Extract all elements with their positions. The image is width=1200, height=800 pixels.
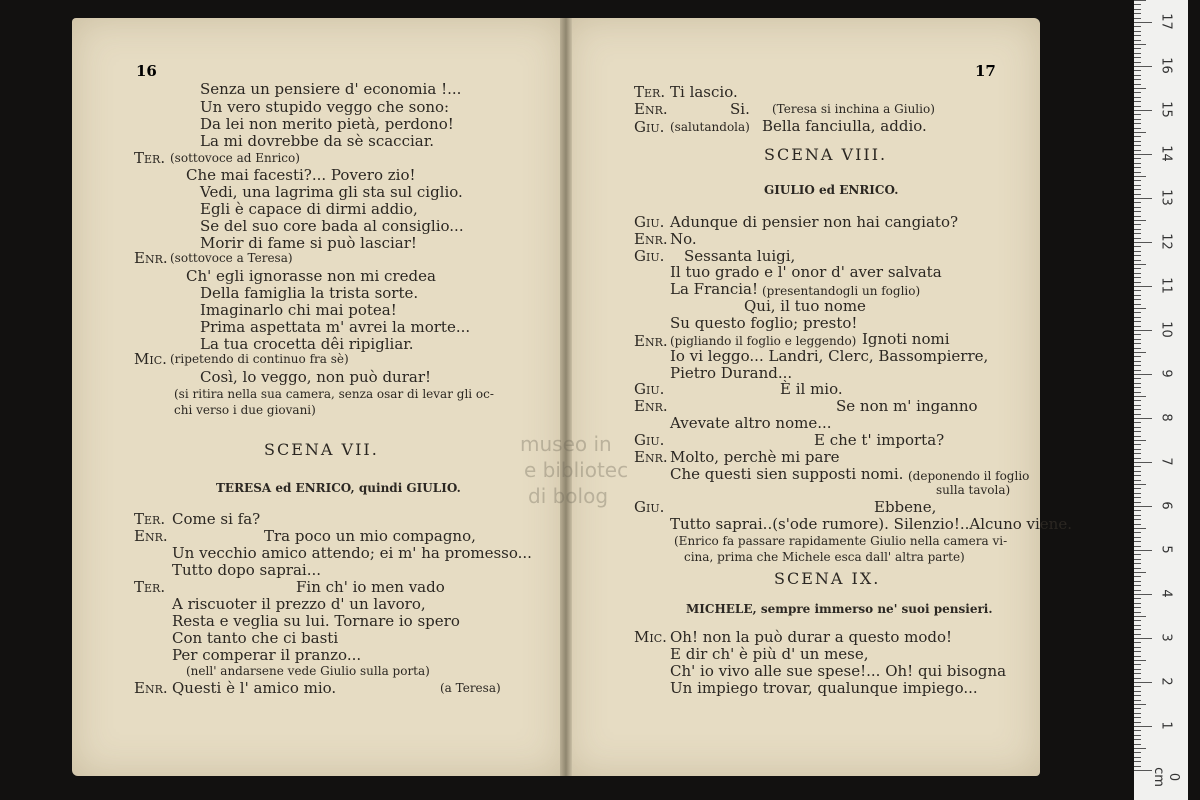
- text-line: Così, lo veggo, non può durar!: [200, 368, 432, 386]
- ruler-minor-tick: [1134, 634, 1141, 635]
- ruler-minor-tick: [1134, 273, 1141, 274]
- text-line: Ti lascio.: [670, 83, 738, 101]
- ruler-minor-tick: [1134, 172, 1141, 173]
- text-line: (deponendo il foglio: [908, 469, 1030, 483]
- ruler-minor-tick: [1134, 607, 1141, 608]
- ruler-minor-tick: [1134, 31, 1141, 32]
- ruler-minor-tick: [1134, 700, 1141, 701]
- text-line: Ch' io vivo alle sue spese!... Oh! qui bisogna: [670, 662, 1007, 680]
- ruler-minor-tick: [1134, 669, 1141, 670]
- text-line: Si.: [730, 100, 750, 118]
- text-line: Tra poco un mio compagno,: [264, 527, 476, 545]
- text-line: Vedi, una lagrima gli sta sul ciglio.: [200, 183, 463, 201]
- ruler-minor-tick: [1134, 35, 1141, 36]
- ruler-minor-tick: [1134, 229, 1141, 230]
- text-line: Morir di fame si può lasciar!: [200, 234, 417, 252]
- ruler-minor-tick: [1134, 304, 1141, 305]
- ruler-minor-tick: [1134, 268, 1141, 269]
- ruler-minor-tick: [1134, 167, 1141, 168]
- ruler-label: 1: [1158, 721, 1174, 730]
- ruler-minor-tick: [1134, 13, 1141, 14]
- text-line: Avevate altro nome...: [670, 414, 832, 432]
- ruler-minor-tick: [1134, 590, 1141, 591]
- ruler-minor-tick: [1134, 4, 1141, 5]
- ruler-minor-tick: [1134, 515, 1141, 516]
- text-line: Il tuo grado e l' onor d' aver salvata: [670, 263, 942, 281]
- ruler-minor-tick: [1134, 642, 1141, 643]
- text-line: sulla tavola): [936, 483, 1011, 497]
- ruler-minor-tick: [1134, 150, 1141, 151]
- text-line: (Teresa si inchina a Giulio): [772, 102, 935, 116]
- text-line: Se del suo core bada al consiglio...: [200, 217, 464, 235]
- ruler-minor-tick: [1134, 651, 1141, 652]
- ruler-minor-tick: [1134, 352, 1146, 353]
- ruler-minor-tick: [1134, 392, 1141, 393]
- ruler-minor-tick: [1134, 194, 1141, 195]
- ruler-tick: [1134, 242, 1152, 243]
- ruler-minor-tick: [1134, 158, 1141, 159]
- ruler-minor-tick: [1134, 414, 1141, 415]
- ruler-minor-tick: [1134, 277, 1141, 278]
- ruler-minor-tick: [1134, 62, 1141, 63]
- scene-heading-7: SCENA VII.: [264, 440, 379, 459]
- ruler-minor-tick: [1134, 528, 1146, 529]
- ruler-minor-tick: [1134, 114, 1141, 115]
- ruler-minor-tick: [1134, 180, 1141, 181]
- ruler-minor-tick: [1134, 532, 1141, 533]
- text-line: Pietro Durand...: [670, 364, 793, 382]
- speaker-label: Ter.: [134, 510, 166, 528]
- ruler-label: 11: [1158, 277, 1174, 294]
- ruler-minor-tick: [1134, 97, 1141, 98]
- speaker-label: Giu.: [634, 431, 665, 449]
- ruler-minor-tick: [1134, 79, 1141, 80]
- ruler-minor-tick: [1134, 26, 1141, 27]
- ruler-minor-tick: [1134, 766, 1141, 767]
- ruler-minor-tick: [1134, 647, 1141, 648]
- ruler-minor-tick: [1134, 119, 1141, 120]
- ruler-minor-tick: [1134, 202, 1141, 203]
- ruler-minor-tick: [1134, 106, 1141, 107]
- text-line: (Enrico fa passare rapidamente Giulio nella camera vi-: [674, 534, 1008, 548]
- text-line: (ripetendo di continuo fra sè): [170, 352, 349, 366]
- text-line: Da lei non merito pietà, perdono!: [200, 115, 454, 133]
- ruler-minor-tick: [1134, 132, 1146, 133]
- ruler-minor-tick: [1134, 691, 1141, 692]
- ruler-minor-tick: [1134, 57, 1141, 58]
- watermark-line-3: di bolog: [528, 484, 609, 508]
- ruler-minor-tick: [1134, 440, 1146, 441]
- ruler-minor-tick: [1134, 238, 1141, 239]
- ruler-minor-tick: [1134, 422, 1141, 423]
- text-line: (pigliando il foglio e leggendo): [670, 334, 857, 348]
- ruler-tick: [1134, 550, 1152, 551]
- ruler-minor-tick: [1134, 387, 1141, 388]
- ruler-minor-tick: [1134, 123, 1141, 124]
- text-line: Io vi leggo... Landri, Clerc, Bassompierre,: [670, 347, 989, 365]
- ruler-minor-tick: [1134, 510, 1141, 511]
- ruler-minor-tick: [1134, 625, 1141, 626]
- ruler-minor-tick: [1134, 53, 1141, 54]
- ruler-tick: [1134, 594, 1152, 595]
- ruler-minor-tick: [1134, 471, 1141, 472]
- ruler-tick: [1134, 770, 1152, 771]
- ruler-tick: [1134, 198, 1152, 199]
- ruler-minor-tick: [1134, 739, 1141, 740]
- scene-characters-7: TERESA ed ENRICO, quindi GIULIO.: [216, 481, 461, 495]
- speaker-label: Enr.: [634, 397, 668, 415]
- text-line: chi verso i due giovani): [174, 403, 316, 417]
- ruler-label: 12: [1158, 233, 1174, 250]
- ruler-minor-tick: [1134, 92, 1141, 93]
- ruler-minor-tick: [1134, 396, 1146, 397]
- ruler-minor-tick: [1134, 546, 1141, 547]
- speaker-label: Enr.: [134, 527, 168, 545]
- ruler-minor-tick: [1134, 752, 1141, 753]
- ruler-minor-tick: [1134, 207, 1141, 208]
- speaker-label: Enr.: [134, 249, 168, 267]
- ruler-minor-tick: [1134, 136, 1141, 137]
- ruler-minor-tick: [1134, 211, 1141, 212]
- ruler-tick: [1134, 66, 1152, 67]
- ruler-minor-tick: [1134, 444, 1141, 445]
- speaker-label: Giu.: [634, 118, 665, 136]
- ruler-minor-tick: [1134, 189, 1141, 190]
- text-line: A riscuoter il prezzo d' un lavoro,: [172, 595, 426, 613]
- text-line: Su questo foglio; presto!: [670, 314, 858, 332]
- ruler-minor-tick: [1134, 757, 1141, 758]
- ruler-minor-tick: [1134, 233, 1141, 234]
- ruler-minor-tick: [1134, 576, 1141, 577]
- ruler-minor-tick: [1134, 686, 1141, 687]
- ruler-minor-tick: [1134, 603, 1141, 604]
- ruler-minor-tick: [1134, 9, 1141, 10]
- ruler-label: 6: [1158, 501, 1174, 510]
- text-line: Tutto saprai..(s'ode rumore). Silenzio!..Alcuno viene.: [670, 515, 1072, 533]
- ruler-tick: [1134, 330, 1152, 331]
- scene-heading-8: SCENA VIII.: [764, 145, 888, 164]
- ruler-minor-tick: [1134, 519, 1141, 520]
- text-line: Egli è capace di dirmi addio,: [200, 200, 418, 218]
- text-line: Ch' egli ignorasse non mi credea: [186, 267, 436, 285]
- speaker-label: Giu.: [634, 247, 665, 265]
- ruler-minor-tick: [1134, 101, 1141, 102]
- ruler-minor-tick: [1134, 664, 1141, 665]
- ruler-minor-tick: [1134, 581, 1141, 582]
- ruler-minor-tick: [1134, 370, 1141, 371]
- ruler-label: 16: [1158, 57, 1174, 74]
- ruler-minor-tick: [1134, 620, 1141, 621]
- ruler-minor-tick: [1134, 224, 1141, 225]
- text-line: No.: [670, 230, 697, 248]
- ruler-minor-tick: [1134, 378, 1141, 379]
- text-line: Ignoti nomi: [862, 330, 950, 348]
- ruler-tick: [1134, 286, 1152, 287]
- text-line: Un vecchio amico attendo; ei m' ha promesso...: [172, 544, 532, 562]
- ruler-minor-tick: [1134, 44, 1146, 45]
- text-line: Fin ch' io men vado: [296, 578, 445, 596]
- ruler-minor-tick: [1134, 497, 1141, 498]
- ruler-tick: [1134, 374, 1152, 375]
- ruler-label: 0 cm: [1151, 767, 1181, 787]
- speaker-label: Giu.: [634, 213, 665, 231]
- text-line: cina, prima che Michele esca dall' altra parte): [684, 550, 965, 564]
- ruler-minor-tick: [1134, 761, 1141, 762]
- ruler-minor-tick: [1134, 383, 1141, 384]
- text-line: Adunque di pensier non hai cangiato?: [670, 213, 959, 231]
- text-line: La tua crocetta dêi ripigliar.: [200, 335, 414, 353]
- ruler-minor-tick: [1134, 585, 1141, 586]
- ruler-minor-tick: [1134, 559, 1141, 560]
- text-line: Tutto dopo saprai...: [172, 561, 322, 579]
- ruler-minor-tick: [1134, 713, 1141, 714]
- ruler-minor-tick: [1134, 708, 1141, 709]
- ruler-minor-tick: [1134, 466, 1141, 467]
- ruler-minor-tick: [1134, 735, 1141, 736]
- text-line: Che mai facesti?... Povero zio!: [186, 166, 416, 184]
- ruler-label: 17: [1158, 13, 1174, 30]
- ruler-minor-tick: [1134, 317, 1141, 318]
- ruler-minor-tick: [1134, 176, 1146, 177]
- stage-direction-a-teresa: (a Teresa): [440, 681, 501, 695]
- ruler-minor-tick: [1134, 260, 1141, 261]
- text-line: Imaginarlo chi mai potea!: [200, 301, 397, 319]
- ruler-minor-tick: [1134, 312, 1141, 313]
- ruler-minor-tick: [1134, 308, 1146, 309]
- ruler-minor-tick: [1134, 554, 1141, 555]
- speaker-label: Mic.: [634, 628, 667, 646]
- ruler-minor-tick: [1134, 18, 1141, 19]
- watermark-line-2: e bibliotec: [524, 458, 629, 482]
- ruler-tick: [1134, 110, 1152, 111]
- ruler-minor-tick: [1134, 128, 1141, 129]
- scene-characters-8: GIULIO ed ENRICO.: [764, 183, 899, 197]
- ruler-label: 2: [1158, 677, 1174, 686]
- text-line: Un impiego trovar, qualunque impiego...: [670, 679, 978, 697]
- ruler-minor-tick: [1134, 145, 1141, 146]
- ruler-minor-tick: [1134, 612, 1141, 613]
- ruler-label: 10: [1158, 321, 1174, 338]
- ruler-minor-tick: [1134, 48, 1141, 49]
- text-line: È il mio.: [780, 380, 843, 398]
- ruler-minor-tick: [1134, 220, 1146, 221]
- text-line: Oh! non la può durar a questo modo!: [670, 628, 953, 646]
- speaker-label: Giu.: [634, 380, 665, 398]
- speaker-label: Enr.: [134, 679, 168, 697]
- text-line: Senza un pensiere d' economia !...: [200, 80, 462, 98]
- ruler-minor-tick: [1134, 409, 1141, 410]
- ruler-tick: [1134, 682, 1152, 683]
- ruler-minor-tick: [1134, 493, 1141, 494]
- ruler-minor-tick: [1134, 730, 1141, 731]
- ruler-minor-tick: [1134, 563, 1141, 564]
- text-line: Con tanto che ci basti: [172, 629, 339, 647]
- ruler-minor-tick: [1134, 660, 1146, 661]
- ruler-minor-tick: [1134, 431, 1141, 432]
- text-line: E dir ch' è più d' un mese,: [670, 645, 869, 663]
- ruler-minor-tick: [1134, 629, 1141, 630]
- ruler-minor-tick: [1134, 365, 1141, 366]
- ruler-minor-tick: [1134, 598, 1141, 599]
- ruler-minor-tick: [1134, 524, 1141, 525]
- ruler-minor-tick: [1134, 616, 1146, 617]
- text-line: Se non m' inganno: [836, 397, 978, 415]
- ruler-minor-tick: [1134, 475, 1141, 476]
- ruler-minor-tick: [1134, 70, 1141, 71]
- text-line: Della famiglia la trista sorte.: [200, 284, 419, 302]
- speaker-label: Enr.: [634, 332, 668, 350]
- ruler-minor-tick: [1134, 449, 1141, 450]
- text-line: (sottovoce a Teresa): [170, 251, 293, 265]
- ruler-minor-tick: [1134, 568, 1141, 569]
- ruler-minor-tick: [1134, 458, 1141, 459]
- ruler-minor-tick: [1134, 246, 1141, 247]
- ruler-tick: [1134, 638, 1152, 639]
- ruler-minor-tick: [1134, 141, 1141, 142]
- ruler-minor-tick: [1134, 361, 1141, 362]
- ruler-minor-tick: [1134, 722, 1141, 723]
- ruler-minor-tick: [1134, 537, 1141, 538]
- ruler-minor-tick: [1134, 290, 1141, 291]
- text-line: (si ritira nella sua camera, senza osar di levar gli oc-: [174, 387, 494, 401]
- ruler-minor-tick: [1134, 673, 1141, 674]
- ruler-label: 3: [1158, 633, 1174, 642]
- speaker-label: Ter.: [634, 83, 666, 101]
- ruler-minor-tick: [1134, 744, 1141, 745]
- ruler-minor-tick: [1134, 343, 1141, 344]
- book-gutter: [560, 18, 572, 776]
- ruler-minor-tick: [1134, 436, 1141, 437]
- text-line: Un vero stupido veggo che sono:: [200, 98, 450, 116]
- ruler-label: 14: [1158, 145, 1174, 162]
- ruler-minor-tick: [1134, 348, 1141, 349]
- text-line: Per comperar il pranzo...: [172, 646, 362, 664]
- ruler-label: 8: [1158, 413, 1174, 422]
- ruler-tick: [1134, 22, 1152, 23]
- ruler-minor-tick: [1134, 356, 1141, 357]
- text-line: E che t' importa?: [814, 431, 945, 449]
- scene-characters-9: MICHELE, sempre immerso ne' suoi pensieri.: [686, 602, 993, 616]
- speaker-label: Enr.: [634, 448, 668, 466]
- ruler-minor-tick: [1134, 334, 1141, 335]
- ruler-minor-tick: [1134, 299, 1141, 300]
- ruler-minor-tick: [1134, 40, 1141, 41]
- ruler-minor-tick: [1134, 326, 1141, 327]
- text-line: Come si fa?: [172, 510, 261, 528]
- text-line: La Francia!: [670, 280, 759, 298]
- ruler-label: 7: [1158, 457, 1174, 466]
- ruler-minor-tick: [1134, 427, 1141, 428]
- speaker-label: Enr.: [634, 100, 668, 118]
- ruler-minor-tick: [1134, 163, 1141, 164]
- text-line: Qui, il tuo nome: [744, 297, 866, 315]
- ruler-minor-tick: [1134, 695, 1141, 696]
- ruler-minor-tick: [1134, 216, 1141, 217]
- text-line: (presentandogli un foglio): [762, 284, 921, 298]
- ruler-minor-tick: [1134, 748, 1146, 749]
- ruler-minor-tick: [1134, 572, 1146, 573]
- speaker-label: Mic.: [134, 350, 167, 368]
- ruler-label: 15: [1158, 101, 1174, 118]
- ruler-label: 4: [1158, 589, 1174, 598]
- ruler-minor-tick: [1134, 400, 1141, 401]
- measuring-ruler: [1134, 0, 1188, 800]
- ruler-tick: [1134, 726, 1152, 727]
- ruler-minor-tick: [1134, 84, 1141, 85]
- ruler-tick: [1134, 418, 1152, 419]
- text-line: (sottovoce ad Enrico): [170, 151, 300, 165]
- text-line: Resta e veglia su lui. Tornare io spero: [172, 612, 460, 630]
- text-line: Che questi sien supposti nomi.: [670, 465, 904, 483]
- ruler-minor-tick: [1134, 251, 1141, 252]
- text-line: Prima aspettata m' avrei la morte...: [200, 318, 471, 336]
- ruler-minor-tick: [1134, 255, 1141, 256]
- ruler-minor-tick: [1134, 321, 1141, 322]
- speaker-label: Giu.: [634, 498, 665, 516]
- ruler-minor-tick: [1134, 75, 1141, 76]
- ruler-minor-tick: [1134, 405, 1141, 406]
- ruler-minor-tick: [1134, 717, 1141, 718]
- ruler-minor-tick: [1134, 264, 1146, 265]
- speaker-label: Ter.: [134, 149, 166, 167]
- text-line: Molto, perchè mi pare: [670, 448, 840, 466]
- page-number-left: 16: [136, 62, 157, 80]
- text-line: Sessanta luigi,: [684, 247, 796, 265]
- ruler-minor-tick: [1134, 502, 1141, 503]
- ruler-tick: [1134, 154, 1152, 155]
- ruler-minor-tick: [1134, 656, 1141, 657]
- speaker-label: Ter.: [134, 578, 166, 596]
- ruler-minor-tick: [1134, 185, 1141, 186]
- ruler-minor-tick: [1134, 339, 1141, 340]
- text-line: Ebbene,: [874, 498, 937, 516]
- ruler-minor-tick: [1134, 453, 1141, 454]
- text-line: La mi dovrebbe da sè scacciar.: [200, 132, 434, 150]
- watermark-line-1: museo in: [520, 432, 612, 456]
- ruler-tick: [1134, 462, 1152, 463]
- ruler-label: 13: [1158, 189, 1174, 206]
- ruler-minor-tick: [1134, 488, 1141, 489]
- ruler-label: 5: [1158, 545, 1174, 554]
- ruler-label: 9: [1158, 369, 1174, 378]
- ruler-minor-tick: [1134, 541, 1141, 542]
- ruler-minor-tick: [1134, 282, 1141, 283]
- ruler-minor-tick: [1134, 484, 1146, 485]
- text-line: (salutandola): [670, 120, 750, 134]
- text-line: Bella fanciulla, addio.: [762, 117, 927, 135]
- scene-heading-9: SCENA IX.: [774, 569, 881, 588]
- page-number-right: 17: [975, 62, 996, 80]
- ruler-minor-tick: [1134, 480, 1141, 481]
- ruler-tick: [1134, 506, 1152, 507]
- ruler-minor-tick: [1134, 295, 1141, 296]
- speaker-label: Enr.: [634, 230, 668, 248]
- text-line: Questi è l' amico mio.: [172, 679, 337, 697]
- text-line: (nell' andarsene vede Giulio sulla porta): [186, 664, 430, 678]
- ruler-minor-tick: [1134, 678, 1141, 679]
- ruler-minor-tick: [1134, 704, 1146, 705]
- ruler-minor-tick: [1134, 0, 1146, 1]
- ruler-minor-tick: [1134, 88, 1146, 89]
